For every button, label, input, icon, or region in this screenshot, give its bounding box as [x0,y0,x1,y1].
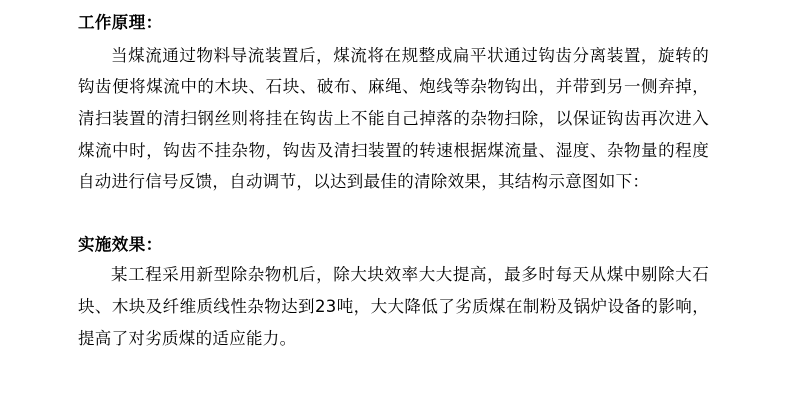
section-heading-working-principle: 工作原理： [78,13,163,32]
spacer [78,198,709,232]
section-heading-implementation-effect: 实施效果： [78,234,163,254]
section-body-implementation-effect: 某工程采用新型除杂物机后，除大块效率大大提高，最多时每天从煤中剔除大石块、木块及纤维质线性杂物达到23吨，大大降低了劣质煤在制粉及锅炉设备的影响，提高了对劣质煤的适应能力。 [78,265,709,348]
section-body-working-principle: 当煤流通过物料导流装置后，煤流将在规整成扁平状通过钩齿分离装置，旋转的钩齿便将煤流中的木块、石块、破布、麻绳、炮线等杂物钩出，并带到另一侧弃掉，清扫装置的清扫钢丝则将挂在钩齿上不能自己掉落的杂物扫除，以保证钩齿再次进入煤流中时，钩齿不挂杂物，钩齿及清扫装置的转速根据煤流量、湿度、杂物量的程度自动进行信号反馈，自动调节，以达到最佳的清除效果，其结构示意图如下： [78,45,709,192]
